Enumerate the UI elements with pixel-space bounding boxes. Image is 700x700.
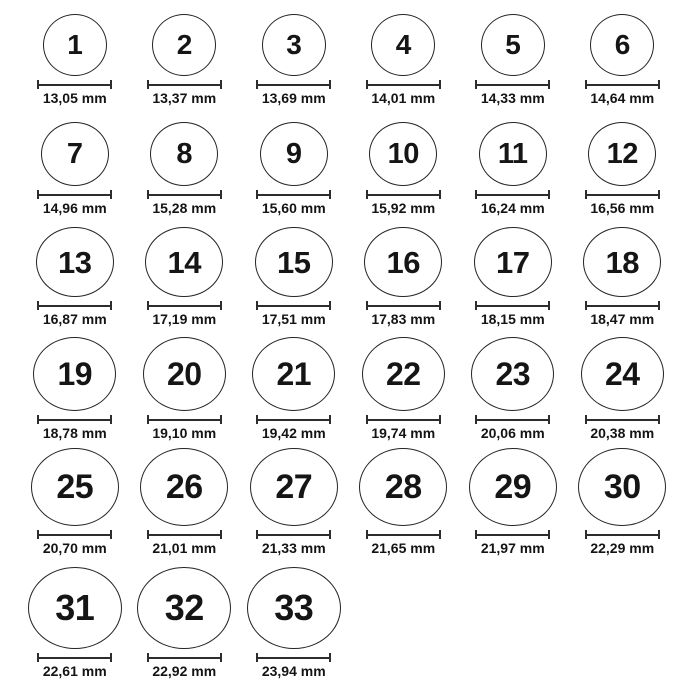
ring-size-cell [130, 220, 240, 331]
diameter-label: 18,78 mm [42, 425, 107, 441]
measure-bar [368, 419, 439, 421]
diameter-measure-line [147, 80, 222, 89]
diameter-label: 21,33 mm [261, 540, 326, 556]
diameter-label: 21,01 mm [152, 540, 217, 556]
diameter-measure-line [256, 80, 331, 89]
diameter-measure-line [475, 190, 550, 199]
diameter-label: 16,56 mm [590, 200, 655, 216]
diameter-measure-line [585, 190, 660, 199]
diameter-measure-line [256, 530, 331, 539]
diameter-measure-line [37, 415, 112, 424]
ring-circle [474, 227, 552, 297]
measure-bar [587, 194, 658, 196]
diameter-label: 14,64 mm [590, 90, 655, 106]
ring-circle [150, 122, 218, 186]
ring-size-cell [458, 220, 568, 331]
ring-circle [583, 227, 661, 297]
ring-size-number: 16 [386, 244, 420, 280]
diameter-measure-line [147, 653, 222, 662]
diameter-measure-line [475, 530, 550, 539]
diameter-label: 21,65 mm [371, 540, 436, 556]
ring-circle [252, 337, 335, 411]
measure-bar [258, 84, 329, 86]
measure-bar [258, 305, 329, 307]
ring-size-cell [20, 0, 130, 110]
chart-row [0, 110, 700, 220]
ring-size-number: 21 [276, 356, 312, 392]
diameter-measure-line [147, 415, 222, 424]
ring-size-cell [349, 220, 459, 331]
ring-circle [359, 448, 447, 526]
diameter-label: 15,28 mm [152, 200, 217, 216]
ring-circle [369, 122, 437, 186]
measure-bar [149, 305, 220, 307]
diameter-label: 15,60 mm [261, 200, 326, 216]
diameter-measure-line [585, 301, 660, 310]
ring-circle [469, 448, 557, 526]
diameter-label: 22,61 mm [42, 663, 107, 679]
ring-size-cell [239, 445, 349, 560]
measure-bar [39, 194, 110, 196]
ring-circle [41, 122, 109, 186]
measure-bar [149, 419, 220, 421]
diameter-measure-line [475, 415, 550, 424]
ring-circle [481, 14, 545, 76]
ring-circle [247, 567, 341, 649]
ring-size-number: 33 [274, 587, 314, 628]
ring-size-number: 27 [275, 468, 313, 506]
ring-circle [578, 448, 666, 526]
ring-circle [140, 448, 228, 526]
diameter-measure-line [475, 301, 550, 310]
diameter-label: 13,69 mm [261, 90, 326, 106]
ring-size-number: 26 [165, 468, 203, 506]
measure-bar [368, 84, 439, 86]
diameter-measure-line [256, 415, 331, 424]
diameter-measure-line [585, 80, 660, 89]
measure-bar [149, 194, 220, 196]
ring-size-number: 4 [395, 29, 411, 60]
measure-bar [39, 419, 110, 421]
diameter-label: 22,29 mm [590, 540, 655, 556]
ring-size-number: 14 [167, 244, 201, 280]
ring-circle [255, 227, 333, 297]
diameter-label: 17,83 mm [371, 311, 436, 327]
ring-size-number: 2 [176, 29, 192, 60]
diameter-label: 17,19 mm [152, 311, 217, 327]
diameter-measure-line [256, 301, 331, 310]
ring-size-cell [20, 560, 130, 683]
ring-circle [145, 227, 223, 297]
diameter-measure-line [475, 80, 550, 89]
ring-size-cell [349, 0, 459, 110]
ring-circle [36, 227, 114, 297]
measure-bar [368, 305, 439, 307]
ring-size-cell [130, 110, 240, 220]
ring-size-cell [568, 220, 678, 331]
ring-circle [260, 122, 328, 186]
measure-bar [587, 534, 658, 536]
ring-circle [479, 122, 547, 186]
diameter-label: 22,92 mm [152, 663, 217, 679]
measure-bar [587, 419, 658, 421]
ring-circle [137, 567, 231, 649]
diameter-label: 13,37 mm [152, 90, 217, 106]
diameter-measure-line [147, 301, 222, 310]
chart-row [0, 220, 700, 331]
diameter-label: 19,10 mm [152, 425, 217, 441]
ring-size-number: 23 [495, 356, 531, 392]
ring-size-number: 5 [505, 29, 521, 60]
diameter-measure-line [366, 301, 441, 310]
diameter-measure-line [366, 530, 441, 539]
measure-bar [149, 534, 220, 536]
measure-bar [39, 84, 110, 86]
ring-size-number: 3 [286, 29, 302, 60]
ring-size-number: 10 [387, 137, 419, 170]
ring-size-cell [130, 560, 240, 683]
ring-size-number: 22 [385, 356, 421, 392]
ring-size-number: 29 [494, 468, 532, 506]
ring-circle [364, 227, 442, 297]
ring-circle [31, 448, 119, 526]
diameter-measure-line [37, 530, 112, 539]
ring-size-number: 13 [58, 244, 92, 280]
ring-size-cell [568, 445, 678, 560]
measure-bar [477, 194, 548, 196]
ring-size-cell [239, 0, 349, 110]
ring-circle [371, 14, 435, 76]
ring-circle [43, 14, 107, 76]
ring-size-cell [239, 220, 349, 331]
ring-size-number: 11 [497, 137, 528, 170]
ring-size-cell [349, 445, 459, 560]
diameter-measure-line [147, 190, 222, 199]
measure-bar [477, 534, 548, 536]
chart-row [0, 0, 700, 110]
measure-bar [149, 84, 220, 86]
ring-size-cell [349, 331, 459, 445]
diameter-measure-line [585, 530, 660, 539]
ring-size-cell [239, 560, 349, 683]
diameter-label: 20,38 mm [590, 425, 655, 441]
ring-size-cell [458, 445, 568, 560]
ring-size-number: 28 [384, 468, 422, 506]
diameter-measure-line [37, 190, 112, 199]
ring-size-number: 7 [66, 137, 83, 170]
ring-size-number: 24 [604, 356, 640, 392]
measure-bar [258, 534, 329, 536]
chart-row [0, 560, 700, 683]
ring-size-number: 1 [67, 29, 83, 60]
diameter-measure-line [256, 190, 331, 199]
ring-size-number: 17 [496, 244, 530, 280]
measure-bar [258, 419, 329, 421]
ring-circle [33, 337, 116, 411]
ring-size-number: 12 [606, 137, 638, 170]
ring-circle [28, 567, 122, 649]
ring-size-cell [239, 110, 349, 220]
ring-circle [581, 337, 664, 411]
ring-size-number: 31 [55, 587, 95, 628]
diameter-label: 14,01 mm [371, 90, 436, 106]
ring-size-number: 32 [164, 587, 204, 628]
ring-circle [262, 14, 326, 76]
ring-circle [471, 337, 554, 411]
chart-row [0, 445, 700, 560]
ring-size-cell [20, 110, 130, 220]
measure-bar [39, 657, 110, 659]
ring-circle [590, 14, 654, 76]
chart-row [0, 331, 700, 445]
ring-circle [250, 448, 338, 526]
diameter-label: 20,06 mm [480, 425, 545, 441]
measure-bar [477, 419, 548, 421]
ring-size-cell [20, 220, 130, 331]
diameter-measure-line [366, 80, 441, 89]
measure-bar [477, 84, 548, 86]
diameter-label: 20,70 mm [42, 540, 107, 556]
ring-size-cell [239, 331, 349, 445]
ring-size-cell [458, 0, 568, 110]
diameter-label: 19,42 mm [261, 425, 326, 441]
diameter-measure-line [37, 653, 112, 662]
diameter-measure-line [37, 80, 112, 89]
ring-size-cell [130, 331, 240, 445]
ring-size-cell [568, 331, 678, 445]
ring-size-cell [568, 0, 678, 110]
diameter-measure-line [37, 301, 112, 310]
ring-size-cell [568, 110, 678, 220]
ring-circle [362, 337, 445, 411]
ring-size-cell [349, 110, 459, 220]
ring-circle [143, 337, 226, 411]
diameter-label: 16,87 mm [42, 311, 107, 327]
diameter-label: 18,47 mm [590, 311, 655, 327]
diameter-label: 19,74 mm [371, 425, 436, 441]
ring-size-number: 25 [56, 468, 94, 506]
ring-size-cell [130, 0, 240, 110]
diameter-label: 21,97 mm [480, 540, 545, 556]
measure-bar [149, 657, 220, 659]
measure-bar [477, 305, 548, 307]
measure-bar [368, 534, 439, 536]
measure-bar [258, 657, 329, 659]
measure-bar [587, 84, 658, 86]
diameter-label: 23,94 mm [261, 663, 326, 679]
ring-size-cell [20, 331, 130, 445]
ring-size-number: 30 [603, 468, 641, 506]
diameter-label: 18,15 mm [480, 311, 545, 327]
diameter-measure-line [147, 530, 222, 539]
ring-size-cell [458, 110, 568, 220]
diameter-measure-line [366, 190, 441, 199]
measure-bar [587, 305, 658, 307]
ring-size-cell [458, 331, 568, 445]
diameter-label: 15,92 mm [371, 200, 436, 216]
ring-size-number: 18 [605, 244, 639, 280]
diameter-label: 17,51 mm [261, 311, 326, 327]
measure-bar [39, 305, 110, 307]
diameter-label: 16,24 mm [480, 200, 545, 216]
ring-size-number: 15 [277, 244, 311, 280]
diameter-label: 14,33 mm [480, 90, 545, 106]
diameter-label: 14,96 mm [42, 200, 107, 216]
ring-circle [152, 14, 216, 76]
ring-size-number: 6 [614, 29, 630, 60]
ring-size-number: 20 [166, 356, 202, 392]
measure-bar [258, 194, 329, 196]
ring-size-cell [130, 445, 240, 560]
diameter-measure-line [585, 415, 660, 424]
measure-bar [39, 534, 110, 536]
diameter-label: 13,05 mm [42, 90, 107, 106]
ring-circle [588, 122, 656, 186]
measure-bar [368, 194, 439, 196]
ring-size-number: 8 [176, 137, 193, 170]
ring-size-cell [20, 445, 130, 560]
ring-size-number: 9 [285, 137, 302, 170]
diameter-measure-line [256, 653, 331, 662]
ring-size-number: 19 [57, 356, 93, 392]
diameter-measure-line [366, 415, 441, 424]
